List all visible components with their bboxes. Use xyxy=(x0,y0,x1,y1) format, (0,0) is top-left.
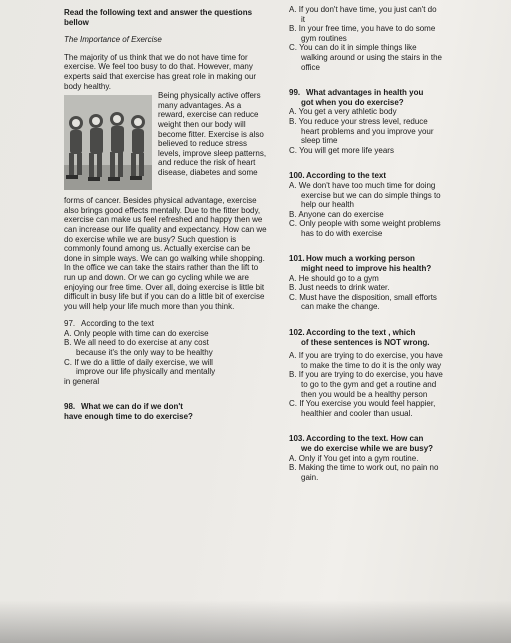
page-shadow xyxy=(0,600,511,643)
q100-option-a-cont: exercise but we can do simple things to xyxy=(301,190,441,200)
q97-option-b: B. We all need to do exercise at any cost xyxy=(64,338,209,348)
q101-option-a: A. He should go to a gym xyxy=(289,273,379,283)
question-99-cont: got when you do exercise? xyxy=(301,97,404,107)
q97-option-c-cont2: in general xyxy=(64,376,100,386)
q98-option-c: C. You can do it in simple things like xyxy=(289,43,417,53)
q98-option-c-cont: walking around or using the stairs in the xyxy=(301,52,442,62)
q99-option-c: C. You will get more life years xyxy=(289,145,394,155)
q100-option-c-cont: has to do with exercise xyxy=(301,228,383,238)
q98-option-b-cont: gym routines xyxy=(301,33,347,43)
question-101: 101.How much a working person xyxy=(289,254,415,264)
q103-option-b-cont: gain. xyxy=(301,472,319,482)
q103-option-a: A. Only if You get into a gym routine. xyxy=(289,453,419,463)
q103-option-b: B. Making the time to work out, no pain no xyxy=(289,463,439,473)
q98-option-c-cont2: office xyxy=(301,62,320,72)
q100-option-a-cont2: help our health xyxy=(301,200,354,210)
instructions: Read the following text and answer the questions bellow xyxy=(64,8,253,27)
q102-option-a: A. If you are trying to do exercise, you have xyxy=(289,351,443,361)
q102-option-b-cont: to go to the gym and get a routine and xyxy=(301,380,437,389)
question-97: 97. According to the text xyxy=(64,319,154,329)
q102-option-c: C. If You exercise you would feel happier, xyxy=(289,399,436,409)
q101-option-b: B. Just needs to drink water. xyxy=(289,283,390,293)
question-100: 100.According to the text xyxy=(289,171,387,181)
question-103: 103.According to the text. How can xyxy=(289,434,424,444)
q97-option-c-cont: improve our life physically and mentally xyxy=(76,367,216,377)
passage-paragraph-1: The majority of us think that we do not have time for exercise. We feel too busy to do that. However, many experts said that exercise has great role in making our body healthy. xyxy=(64,52,257,91)
passage-paragraph-3: forms of cancer. Besides physical advantage, exercise also brings good effects mentally. Due to the fitter body, exercise can make us feel refreshed and happy then we can increase our life quality and expectancy. How can we do exercise while we are busy? Such question is commonly found among us. Actually exercise can be done in simple ways. We can go walking while shopping. In the office we can take the stairs rather than the lift to run up and down. Or we can go cycling while we are enjoying our free time. Over all, doing exercise is little bit difficult in busy life but if you can do a little bit of exercise you will help your life much more than you think. xyxy=(64,196,267,311)
question-102: 102.According to the text , which xyxy=(289,328,416,338)
q102-option-c-cont: healthier and cooler than usual. xyxy=(301,408,413,418)
right-column xyxy=(289,5,489,482)
q101-option-c: C. Must have the disposition, small efforts xyxy=(289,292,437,302)
left-column xyxy=(64,8,269,422)
question-98: 98. What we can do if we don't xyxy=(64,402,183,412)
question-102-cont: of these sentences is NOT wrong. xyxy=(301,337,430,347)
q100-option-a: A. We don't have too much time for doing xyxy=(289,180,436,190)
q101-option-c-cont: can make the change. xyxy=(301,302,380,312)
q99-option-b-cont2: sleep time xyxy=(301,136,338,146)
q100-option-b: B. Anyone can do exercise xyxy=(289,209,384,219)
q97-option-c: C. If we do a little of daily exercise, we will xyxy=(64,357,213,367)
exercise-illustration xyxy=(64,95,152,190)
q99-option-a: A. You get a very athletic body xyxy=(289,107,397,117)
people-exercising-image xyxy=(64,95,152,190)
q98-option-a-cont: it xyxy=(301,14,305,24)
q99-option-b: B. You reduce your stress level, reduce xyxy=(289,116,428,126)
q100-option-c: C. Only people with some weight problems xyxy=(289,219,441,229)
q102-option-b-cont2: then you would be a healthy person xyxy=(301,389,428,399)
question-98-cont: have enough time to do exercise? xyxy=(64,412,193,422)
q98-option-b: B. In your free time, you have to do some xyxy=(289,24,436,34)
passage-title: The Importance of Exercise xyxy=(64,35,162,45)
question-103-cont: we do exercise while we are busy? xyxy=(301,443,434,453)
question-101-cont: might need to improve his health? xyxy=(301,264,432,274)
q98-option-a: A. If you don't have time, you just can't do xyxy=(289,5,437,14)
passage-paragraph-2: Being physically active offers many advantages. As a reward, exercise can reduce weight then our body will become fitter. Exercise is also believed to reduce stress levels, improve sleep patterns, and reduce the risk of heart disease, diabetes and some xyxy=(158,91,267,177)
q97-option-b-cont: because it's the only way to be healthy xyxy=(76,348,213,358)
q102-option-b: B. If you are trying to do exercise, you have xyxy=(289,370,443,380)
q102-option-a-cont: to make the time to do it is the only way xyxy=(301,360,442,370)
q97-option-a: A. Only people with time can do exercise xyxy=(64,328,209,338)
question-99: 99. What advantages in health you xyxy=(289,88,424,98)
q99-option-b-cont: heart problems and you improve your xyxy=(301,126,434,136)
